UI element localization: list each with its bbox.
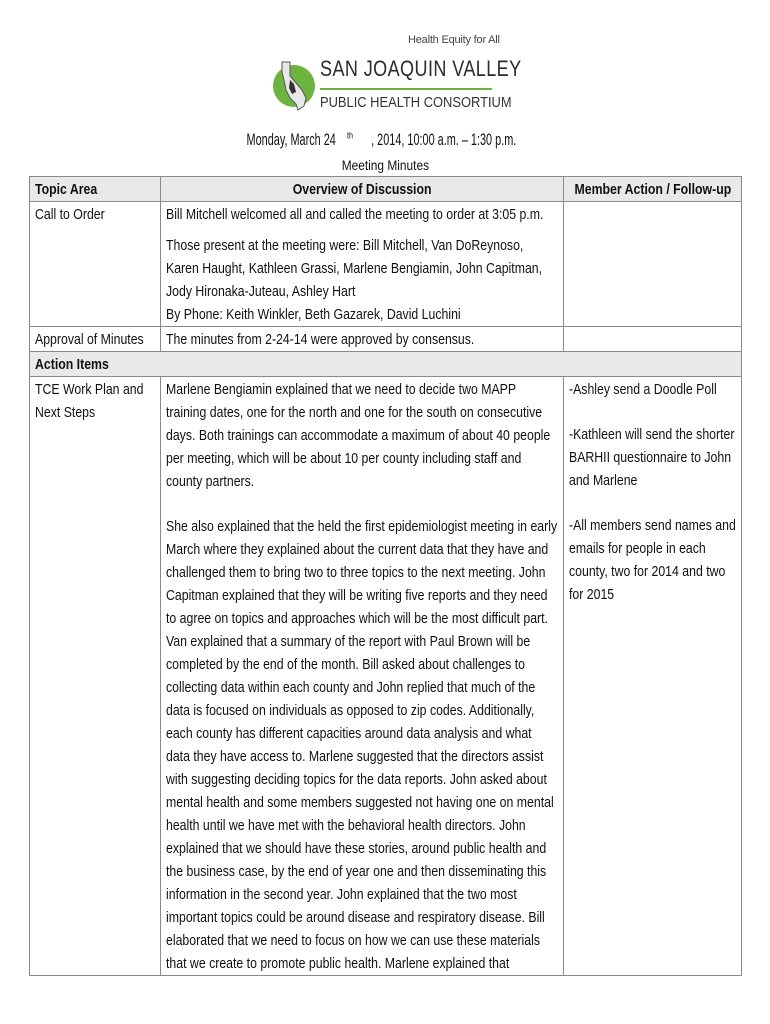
topic-approval: Approval of Minutes xyxy=(30,327,161,352)
section-row xyxy=(30,352,742,377)
action-approval xyxy=(564,327,742,352)
minutes-table xyxy=(29,176,742,976)
overview-call-to-order xyxy=(161,202,564,327)
header-member-action: Member Action / Follow-up xyxy=(564,177,742,202)
logo-rule xyxy=(320,88,492,90)
table-row xyxy=(30,327,742,352)
action-item: -Kathleen will send the shorter BARHII questionnaire to John and Marlene xyxy=(569,426,735,489)
phone-text: By Phone: Keith Winkler, Beth Gazarek, David Luchini xyxy=(166,306,461,323)
overview-approval: The minutes from 2-24-14 were approved by consensus. xyxy=(161,327,564,352)
action-call-to-order xyxy=(564,202,742,327)
topic-call-to-order: Call to Order xyxy=(30,202,161,327)
section-action-items: Action Items xyxy=(30,352,742,377)
table-row xyxy=(30,202,742,327)
welcome-text: Bill Mitchell welcomed all and called the meeting to order at 3:05 p.m. xyxy=(166,206,544,223)
meeting-date: Monday, March 24 $^{th}$ , 2014, 10:00 a.m. – 1:30 p.m. xyxy=(246,130,517,149)
meeting-minutes-title: Meeting Minutes xyxy=(341,157,429,173)
tce-paragraph: She also explained that the held the first epidemiologist meeting in early March where they explained about the current data that they have and challenged them to bring two to three topics to the next meeting. John Capitman explained that they will be writing five reports and they need to agree on topics and approaches which will be the most difficult part. Van explained that a summary of the report with Paul Brown will be completed by the end of the month. Bill asked about challenges to collecting data within each county and John replied that much of the data is focused on individuals as opposed to zip codes. Additionally, each county has different capacities around data analysis and what data they have access to. Marlene suggested that the directors assist with suggesting deciding topics for the data reports. John asked about mental health and some members suggested not having one on mental health until we have met with the behavioral health directors. John explained that we should have these stories, around public health and the business case, by the end of year one and then disseminating this information in the second year. John explained that the two most important topics could be around disease and respiratory disease. Bill elaborated that we need to focus on how we can use these materials that we create to promote public health. Marlene explained that xyxy=(166,518,558,972)
table-row xyxy=(30,377,742,976)
california-map-logo-icon xyxy=(272,50,316,122)
tagline: Health Equity for All xyxy=(408,34,500,46)
overview-tce xyxy=(161,377,564,976)
table-header-row xyxy=(30,177,742,202)
action-tce xyxy=(564,377,742,976)
org-name: SAN JOAQUIN VALLEY xyxy=(320,56,522,81)
header-overview: Overview of Discussion xyxy=(161,177,564,202)
tce-paragraph: Marlene Bengiamin explained that we need to decide two MAPP training dates, one for the north and one for the south on consecutive days. Both trainings can accommodate a maximum of about 40 people per meeting, which will be about 10 per county including staff and county partners. xyxy=(166,381,551,490)
action-item: -Ashley send a Doodle Poll xyxy=(569,381,717,398)
org-subtitle: PUBLIC HEALTH CONSORTIUM xyxy=(320,94,512,111)
topic-tce: TCE Work Plan and Next Steps xyxy=(30,377,161,976)
header-topic-area: Topic Area xyxy=(30,177,161,202)
present-text: Those present at the meeting were: Bill Mitchell, Van DoReynoso, Karen Haught, Kathleen Grassi, Marlene Bengiamin, John Capitman, Jody Hironaka-Juteau, Ashley Hart xyxy=(166,237,543,300)
action-item: -All members send names and emails for people in each county, two for 2014 and two for 2015 xyxy=(569,517,736,603)
